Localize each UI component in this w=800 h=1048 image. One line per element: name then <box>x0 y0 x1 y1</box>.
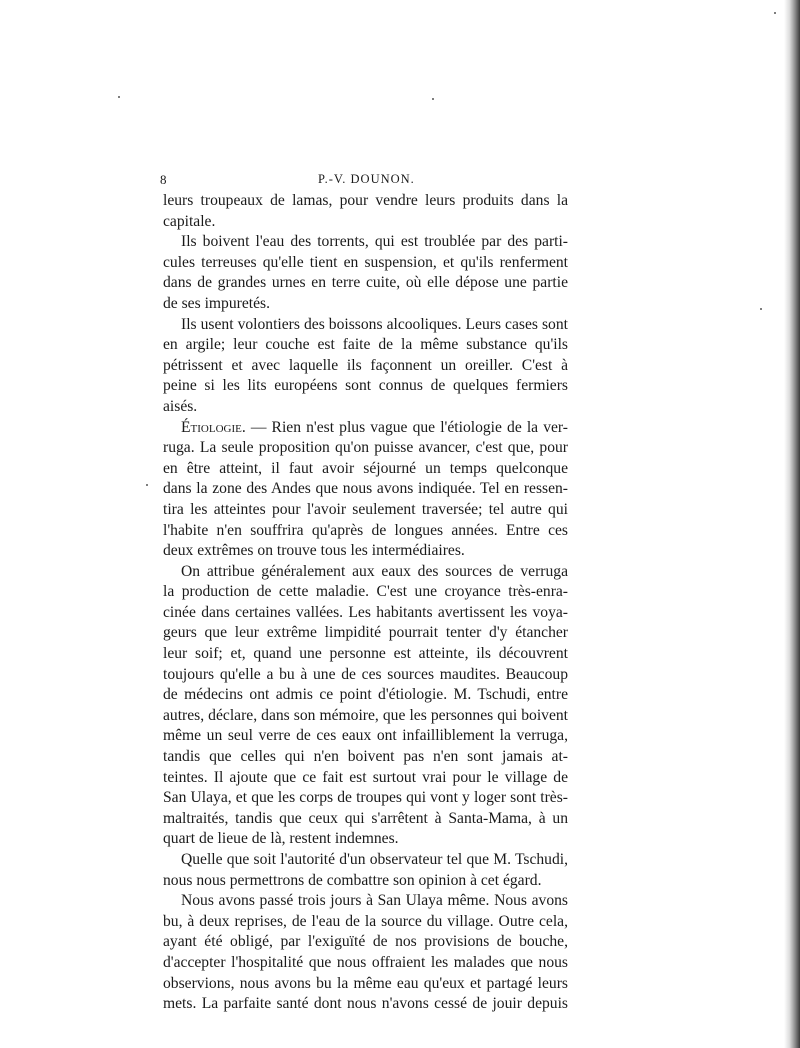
text-line: pétrissent et avec laquelle ils façonnent un oreiller. C'est à <box>163 356 568 374</box>
text-line: Quelle que soit l'autorité d'un observateur tel que M. Tschudi, <box>181 851 568 868</box>
scan-speck <box>432 98 434 100</box>
text-line <box>163 418 568 439</box>
text-line: maltraités, tandis que ceux qui s'arrêtent à Santa-Mama, à un <box>163 809 568 827</box>
paragraph <box>163 191 568 232</box>
text-line: dans de grandes urnes en terre cuite, où elle dépose une partie <box>163 274 568 292</box>
text-line: de ses impuretés. <box>163 294 270 312</box>
text-line: cinée dans certaines vallées. Les habitants avertissent les voya- <box>163 603 568 621</box>
text-line: On attribue généralement aux eaux des sources de verruga <box>181 562 568 580</box>
text-line: la production de cette maladie. C'est une croyance très-enra- <box>163 583 568 601</box>
text-line: toujours qu'elle a bu à une de ces sources maudites. Beaucoup <box>163 665 568 683</box>
text-line: deux extrêmes on trouve tous les intermédiaires. <box>163 542 465 560</box>
text-line: tira les atteintes pour l'avoir seulement traversée; tel autre qui <box>163 500 568 518</box>
text-line: capitale. <box>163 212 216 230</box>
body-text <box>163 191 568 1015</box>
text-line: Ils boivent l'eau des torrents, qui est troublée par des parti- <box>181 233 568 251</box>
text-line: en être atteint, il faut avoir séjourné un temps quelconque <box>163 459 568 477</box>
text-line: en argile; leur couche est faite de la même substance qu'ils <box>163 336 568 354</box>
text-line: mets. La parfaite santé dont nous n'avons cessé de jouir depuis <box>163 995 568 1013</box>
page-number: 8 <box>160 172 167 187</box>
text-line: dans la zone des Andes que nous avons indiquée. Tel en ressen- <box>163 480 568 498</box>
text-line: geurs que leur extrême limpidité pourrait tenter d'y étancher <box>163 624 568 642</box>
text-line: leurs troupeaux de lamas, pour vendre leurs produits dans la <box>163 192 568 209</box>
text-line: l'habite n'en souffrira qu'après de longues années. Entre ces <box>163 521 568 539</box>
paragraph <box>163 850 568 891</box>
text-line: ayant été obligé, par l'exiguïté de nos provisions de bouche, <box>163 933 568 951</box>
scan-speck <box>118 96 120 98</box>
text-line: de médecins ont admis ce point d'étiologie. M. Tschudi, entre <box>163 686 568 704</box>
text-line: quart de lieue de là, restent indemnes. <box>163 830 399 848</box>
text-line: même un seul verre de ces eaux ont infailliblement la verruga, <box>163 727 568 745</box>
scan-speck <box>760 308 762 310</box>
text-line: nous nous permettrons de combattre son opinion à cet égard. <box>163 871 542 889</box>
scan-speck <box>146 484 148 486</box>
scan-speck <box>774 12 776 14</box>
paragraph <box>163 315 568 418</box>
text-line: leur soif; et, quand une personne est atteinte, ils découvrent <box>163 645 568 663</box>
text-line: bu, à deux reprises, de l'eau de la source du village. Outre cela, <box>163 912 568 930</box>
text-line: tandis que celles qui n'en boivent pas n'en sont jamais at- <box>163 748 568 766</box>
text-line: d'accepter l'hospitalité que nous offraient les malades que nous <box>163 953 568 971</box>
text-line: ruga. La seule proposition qu'on puisse avancer, c'est que, pour <box>163 439 568 457</box>
text-line: Ils usent volontiers des boissons alcooliques. Leurs cases sont <box>181 315 568 333</box>
paragraph <box>163 232 568 314</box>
running-head: P.-V. DOUNON. <box>318 172 415 186</box>
text-line: aisés. <box>163 397 198 415</box>
text-line: observions, nous avons bu la même eau qu'eux et partagé leurs <box>163 974 568 992</box>
text-line: peine si les lits européens sont connus de quelques fermiers <box>163 377 568 395</box>
paragraph <box>163 891 568 1015</box>
text-line: teintes. Il ajoute que ce fait est surtout vrai pour le village de <box>163 768 568 786</box>
scan-page-edge <box>784 0 800 1048</box>
text-line: cules terreuses qu'elle tient en suspension, et qu'ils renferment <box>163 253 568 271</box>
text-line: Nous avons passé trois jours à San Ulaya même. Nous avons <box>181 892 568 910</box>
text-line: San Ulaya, et que les corps de troupes qui vont y loger sont très- <box>163 789 568 807</box>
section-lead: Étiologie. <box>181 418 246 436</box>
paragraph <box>163 562 568 850</box>
text-line: autres, déclare, dans son mémoire, que les personnes qui boivent <box>163 706 568 724</box>
paragraph <box>163 418 568 562</box>
text-line-rest: — Rien n'est plus vague que l'étiologie de la ver- <box>245 418 568 436</box>
